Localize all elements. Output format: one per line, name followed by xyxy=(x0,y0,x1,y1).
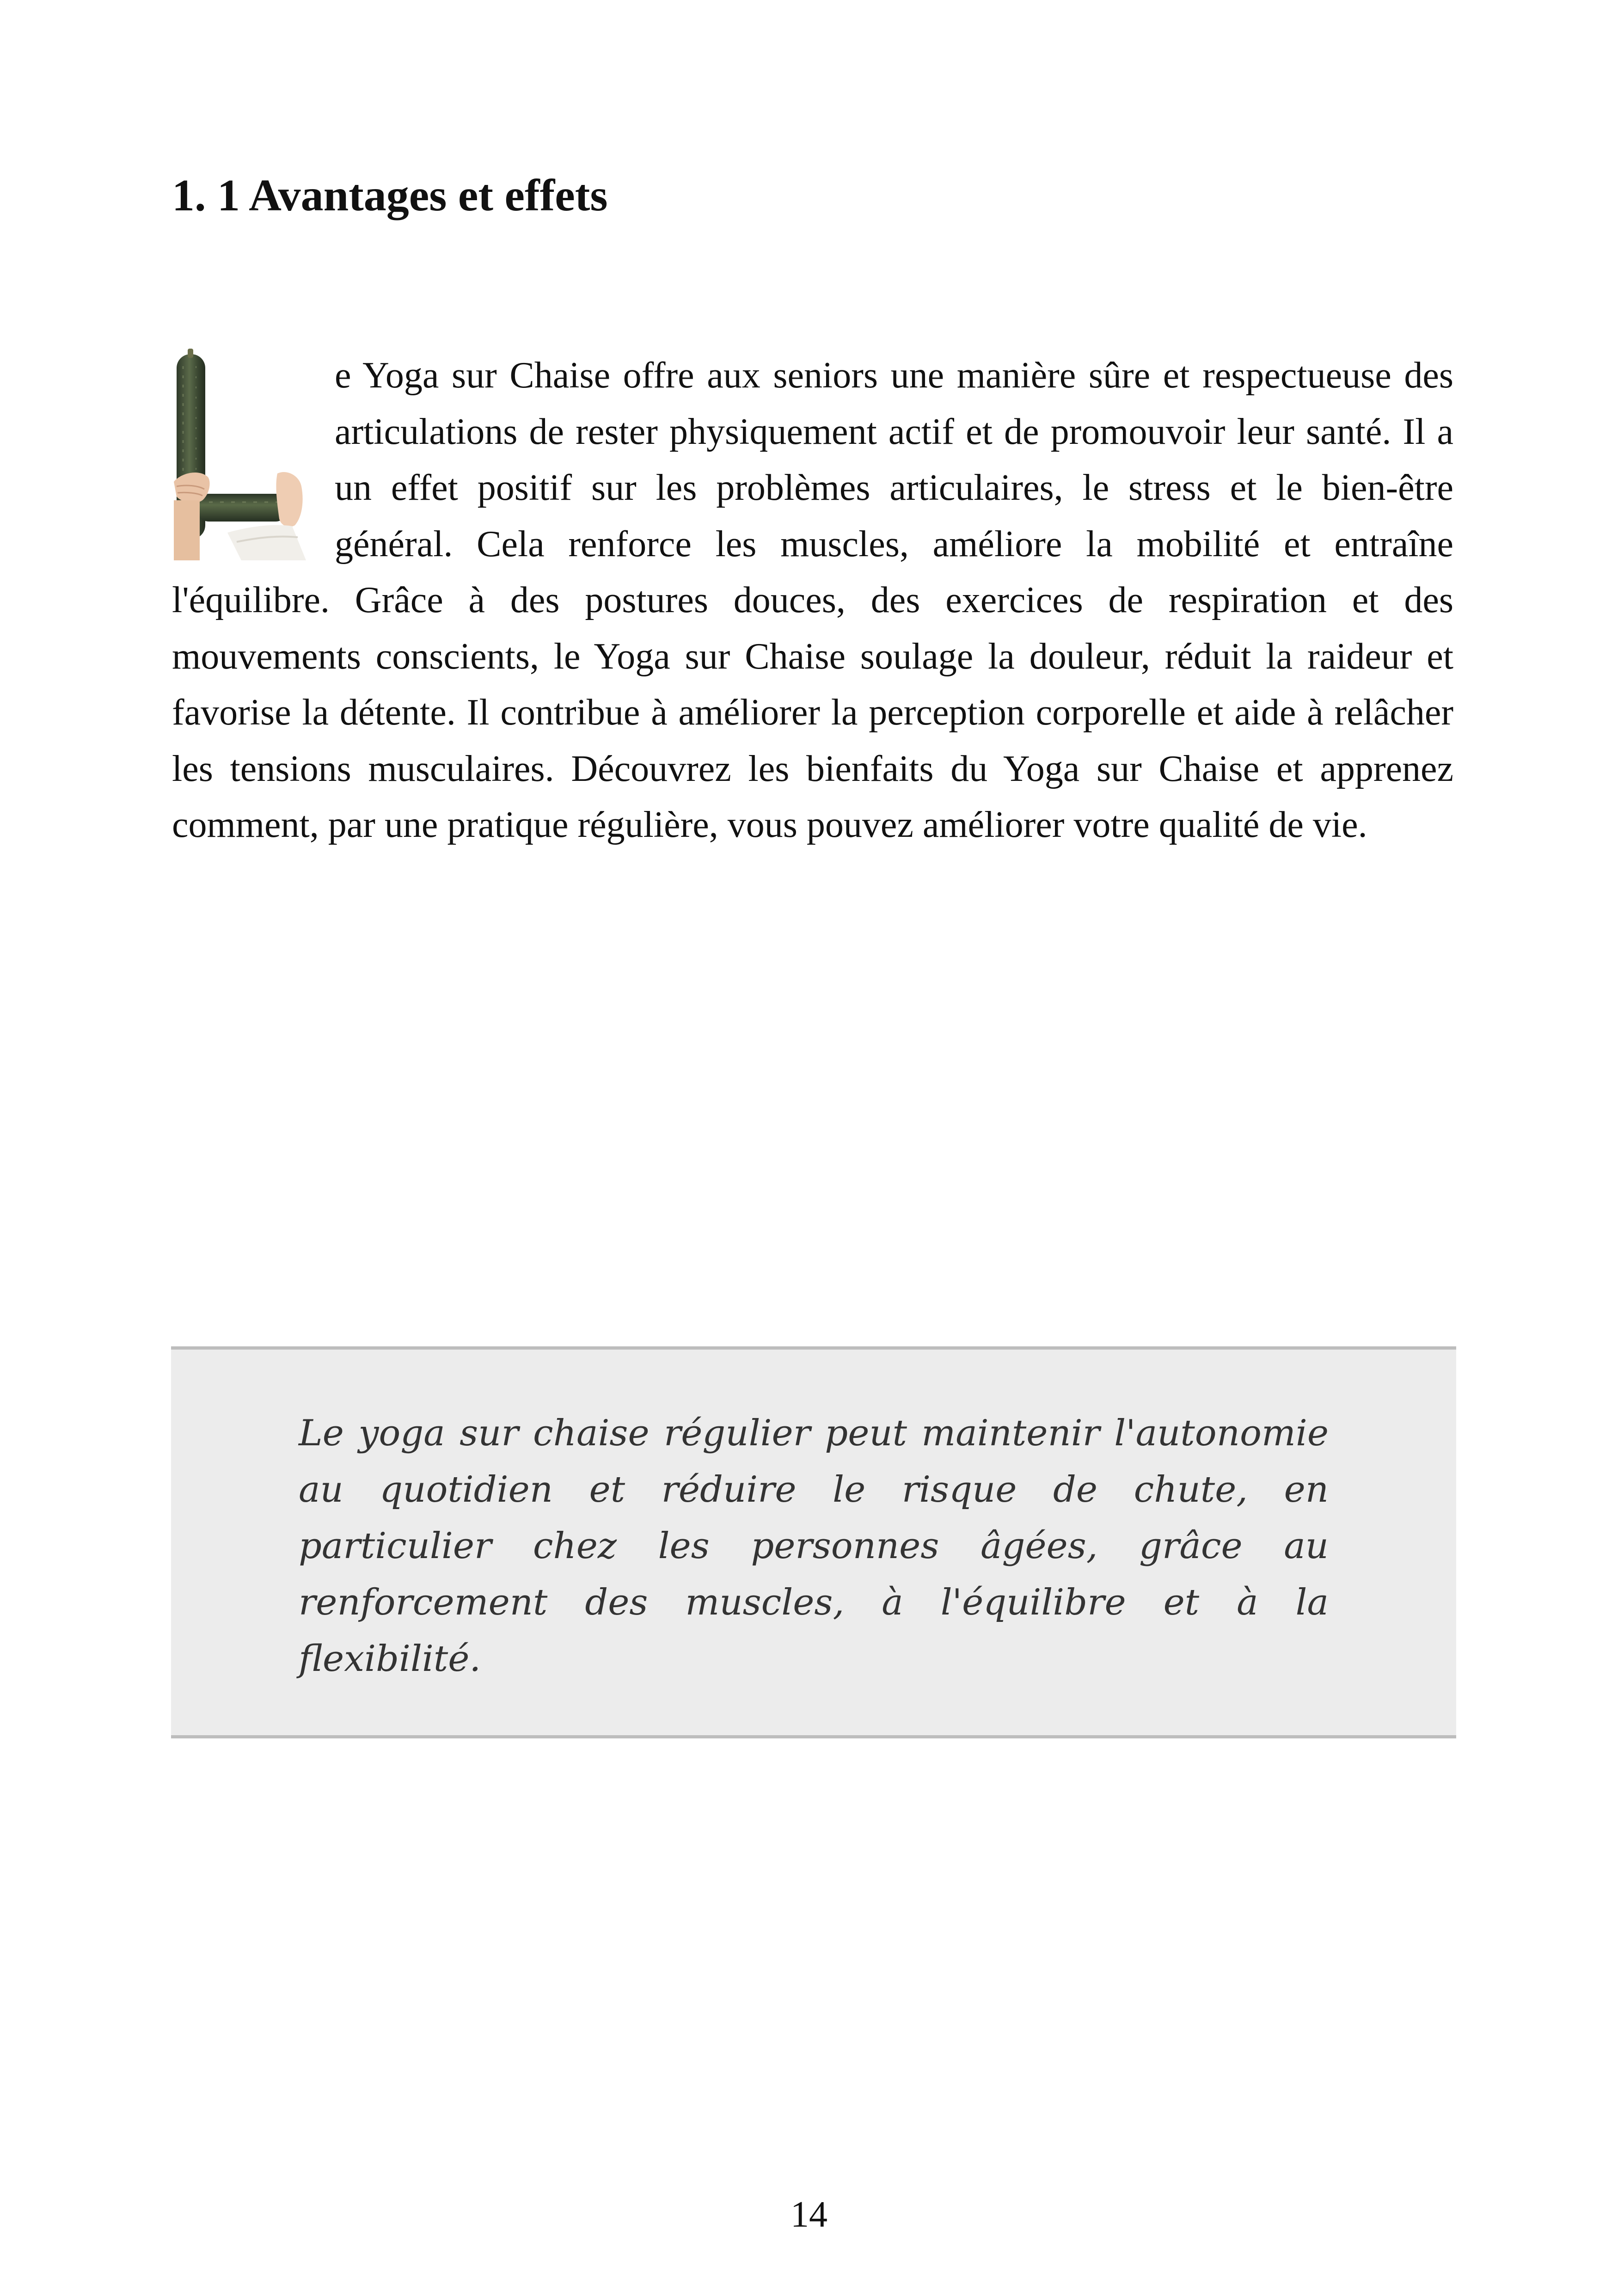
dropcap-text: e Yoga sur Chaise offre aux seniors une manière sûre et respectueuse des articulations de rester physiquement actif et de promouvoir leur santé. Il a un effet positif sur les problèmes articulaires, le stress et le bien-être général. Cela renforce les muscles, améliore la mobilité et entraîne l'équilibre. Grâce à des postures douces, des exercices de respiration et des mouvements conscients, le Yoga sur Chaise soulage la douleur, réduit la raideur et favorise la détente. Il contribue à améliorer la perception corporelle et aide à relâcher les tensions musculaires. Découvrez les bienfaits du Yoga sur Chaise et apprenez comment, par une pratique régulière, vous pouvez améliorer votre qualité de vie. xyxy=(172,355,1453,845)
callout-box xyxy=(171,1346,1456,1738)
page-number: 14 xyxy=(791,2194,827,2235)
body-paragraph xyxy=(172,348,1453,853)
dropcap-letter-l-image xyxy=(172,348,306,560)
callout-text: Le yoga sur chaise régulier peut maintenir l'autonomie au quotidien et réduire le risque de chute, en particulier chez les personnes âgées, grâce au renforcement des muscles, à l'équilibre et à la flexibilité. xyxy=(299,1412,1329,1680)
section-heading: 1. 1 Avantages et effets xyxy=(172,171,608,221)
